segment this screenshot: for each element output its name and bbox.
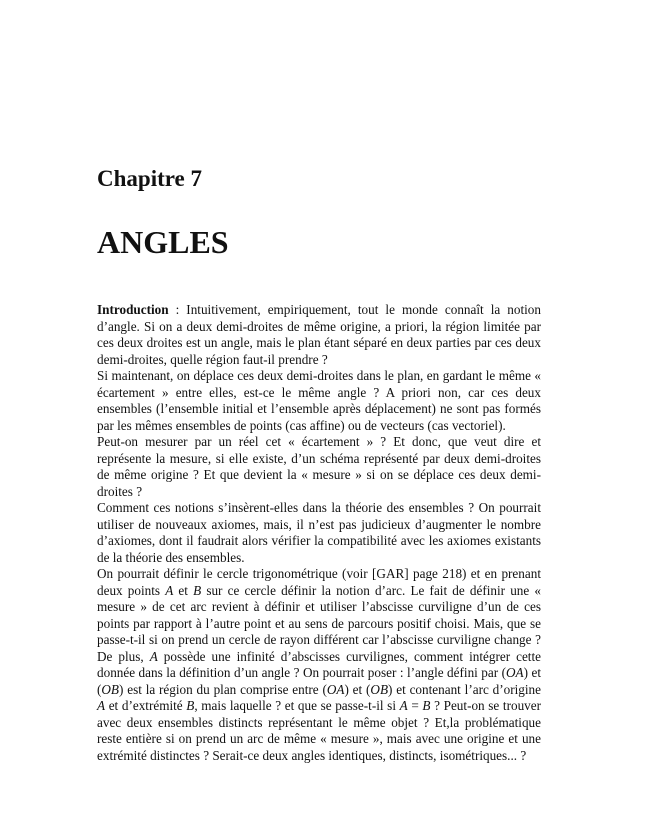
text-run: ) est la région du plan comprise entre (	[119, 681, 327, 697]
introduction-text	[97, 302, 541, 764]
math-symbol: A	[399, 698, 408, 713]
paragraph	[97, 566, 541, 764]
math-symbol: OA	[506, 665, 524, 680]
paragraph	[97, 368, 541, 434]
text-run: : Intuitivement, empiriquement, tout le monde connaît la notion d’angle. Si on a deux demi-droites de même origine, a priori, la région limitée par ces deux droites est un angle, mais le plan étant séparé en deux parties par ces deux demi-droites, quelle région faut-il prendre ?	[97, 302, 541, 367]
text-run: =	[407, 698, 423, 713]
text-run: possède une infinité d’abscisses curvilignes, comment intégrer cette donnée dans la définition d’un angle ? On pourrait poser : l’angle défini par (	[97, 648, 541, 680]
math-symbol: A	[97, 698, 106, 713]
math-symbol: B	[186, 698, 195, 713]
math-symbol: A	[165, 582, 174, 598]
math-symbol: B	[193, 582, 202, 598]
math-symbol: B	[422, 698, 431, 713]
text-run: ) et contenant l’arc d’origine	[388, 681, 541, 697]
paragraph	[97, 500, 541, 566]
chapter-title: ANGLES	[97, 224, 229, 260]
text-run: ) et (	[344, 681, 371, 697]
text-run: ? Peut-on se trouver avec deux ensembles distincts représentant le même objet ? Et,la problématique reste entière si on prend un arc de même « mesure », mais avec une origine et une extrémité distinctes ? Serait-ce deux angles identiques, distincts, isométriques... ?	[97, 698, 542, 763]
introduction-label: Introduction	[97, 302, 169, 317]
text-run: Peut-on mesurer par un réel cet « écartement » ? Et donc, que veut dire et représente la mesure, si elle existe, d’un schéma représenté par deux demi-droites de même origine ? Et que devient la « mesure » si on se déplace ces deux demi-droites ?	[97, 434, 541, 499]
paragraph	[97, 434, 541, 500]
math-symbol: A	[149, 648, 158, 664]
math-symbol: OB	[370, 681, 389, 697]
text-run: et	[173, 582, 194, 598]
math-symbol: OA	[326, 681, 345, 697]
chapter-number: Chapitre 7	[97, 166, 202, 191]
text-run: Comment ces notions s’insèrent-elles dans la théorie des ensembles ? On pourrait utiliser de nouveaux axiomes, mais, il n’est pas judicieux d’augmenter le nombre d’axiomes, dont il faudrait alors vérifier la compatibilité avec les axiomes existants de la théorie des ensembles.	[97, 500, 541, 565]
text-run: Si maintenant, on déplace ces deux demi-droites dans le plan, en gardant le même « écartement » entre elles, est-ce le même angle ? A priori non, car ces deux ensembles (l’ensemble initial et l’ensemble après déplacement) ne sont pas formés par les mêmes ensembles de points (cas affine) ou de vecteurs (cas vectoriel).	[97, 368, 541, 433]
text-run: , mais laquelle ? et que se passe-t-il si	[194, 698, 400, 713]
text-run: ) et (	[97, 665, 541, 697]
text-run: et d’extrémité	[105, 698, 187, 713]
math-symbol: OB	[101, 681, 119, 697]
paragraph	[97, 302, 541, 368]
text-run: On pourrait définir le cercle trigonométrique (voir [GAR] page 218) et en prenant deux points	[97, 566, 541, 598]
text-run: sur ce cercle définir la notion d’arc. Le fait de définir une « mesure » de cet arc revient à définir et utiliser l’abscisse curviligne d’un de ces points par rapport à l’autre point et au sens de parcours positif choisi. Mais, que se passe-t-il si on prend un cercle de rayon différent car l’abscisse curviligne change ? De plus,	[97, 582, 541, 664]
